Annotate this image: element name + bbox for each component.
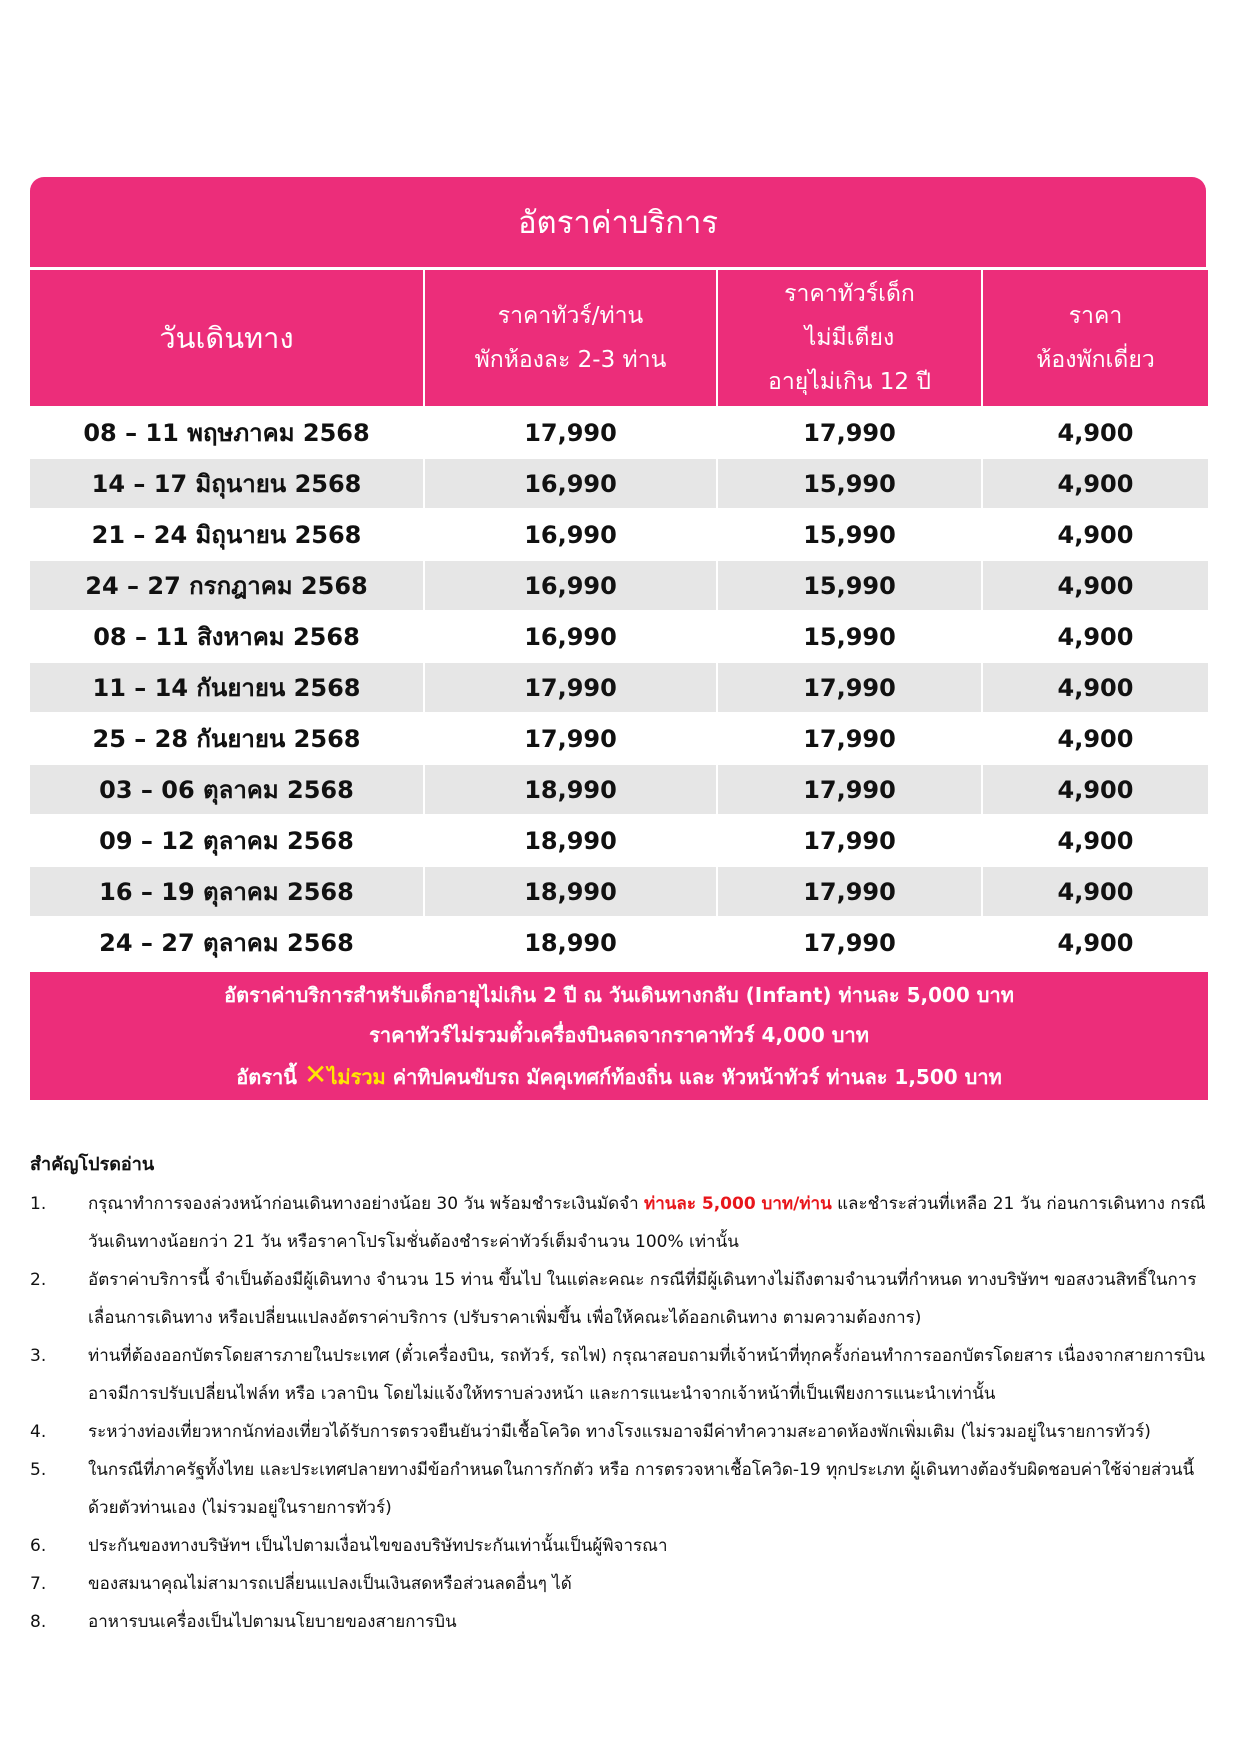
- adult-price: 18,990: [424, 917, 717, 967]
- child-price: 17,990: [717, 764, 982, 815]
- term-text: ในกรณีที่ภาครัฐทั้งไทย และประเทศปลายทางมีข้อกำหนดในการกักตัว หรือ การตรวจหาเชื้อโควิด-19 ทุกประเภท ผู้เดินทางต้องรับผิดชอบค่าใช้จ่ายส่วนนี้ด้วยตัวท่านเอง (ไม่รวมอยู่ในรายการทัวร์): [88, 1460, 1195, 1518]
- term-number: 3.: [30, 1346, 47, 1366]
- table-row: [30, 764, 1208, 815]
- header-child-price: [717, 270, 982, 407]
- term-text: ของสมนาคุณไม่สามารถเปลี่ยนแปลงเป็นเงินสดหรือส่วนลดอื่นๆ ได้: [88, 1574, 572, 1594]
- table-row: [30, 560, 1208, 611]
- travel-date: 08 – 11 พฤษภาคม 2568: [30, 407, 424, 458]
- term-number: 2.: [30, 1270, 47, 1290]
- single-room-price: 4,900: [982, 560, 1208, 611]
- travel-date: 11 – 14 กันยายน 2568: [30, 662, 424, 713]
- term-deposit-highlight: ท่านละ 5,000 บาท/ท่าน: [644, 1194, 832, 1214]
- term-text: [88, 1185, 1210, 1261]
- child-price: 15,990: [717, 560, 982, 611]
- adult-price: 18,990: [424, 815, 717, 866]
- adult-price: 16,990: [424, 611, 717, 662]
- table-row: [30, 815, 1208, 866]
- header-travel-date: [30, 270, 424, 407]
- header-row: [30, 270, 1208, 407]
- table-row: [30, 509, 1208, 560]
- single-room-price: 4,900: [982, 611, 1208, 662]
- travel-date: 03 – 06 ตุลาคม 2568: [30, 764, 424, 815]
- x-mark-icon: ✕: [303, 1057, 328, 1091]
- term-number: 6.: [30, 1536, 47, 1556]
- header-single-room: [982, 270, 1208, 407]
- term-text-part: และชำระส่วนที่เหลือ 21 วัน ก่อนการเดินทาง กรณีวันเดินทางน้อยกว่า 21 วัน หรือราคาโปรโมชั่นต้องชำระค่าทัวร์เต็มจำนวน 100% เท่านั้น: [88, 1194, 1206, 1252]
- single-room-price: 4,900: [982, 509, 1208, 560]
- list-item: [30, 1451, 1210, 1527]
- term-number: 7.: [30, 1574, 47, 1594]
- child-price: 17,990: [717, 917, 982, 967]
- child-price: 17,990: [717, 407, 982, 458]
- child-price: 15,990: [717, 611, 982, 662]
- table-row: [30, 662, 1208, 713]
- price-table-title: [30, 177, 1206, 267]
- travel-date: 14 – 17 มิถุนายน 2568: [30, 458, 424, 509]
- important-heading: สำคัญโปรดอ่าน: [30, 1154, 155, 1175]
- child-price: 17,990: [717, 713, 982, 764]
- terms-list: [30, 1185, 1210, 1641]
- child-price: 17,990: [717, 815, 982, 866]
- single-room-price: 4,900: [982, 458, 1208, 509]
- travel-date: 24 – 27 กรกฎาคม 2568: [30, 560, 424, 611]
- adult-price: 17,990: [424, 407, 717, 458]
- adult-price: 18,990: [424, 866, 717, 917]
- note-tip-suffix: ค่าทิปคนขับรถ มัคคุเทศก์ท้องถิ่น และ หัวหน้าทัวร์ ท่านละ 1,500 บาท: [392, 1064, 1002, 1089]
- table-row: [30, 458, 1208, 509]
- note-no-ticket: ราคาทัวร์ไม่รวมตั๋วเครื่องบินลดจากราคาทัวร์ 4,000 บาท: [369, 1022, 869, 1047]
- note-tip-prefix: อัตรานี้: [236, 1064, 297, 1089]
- term-number: 1.: [30, 1194, 47, 1214]
- travel-date: 21 – 24 มิถุนายน 2568: [30, 509, 424, 560]
- header-adult-price: [424, 270, 717, 407]
- table-row: [30, 917, 1208, 967]
- header-line: ราคาทัวร์เด็ก: [784, 281, 915, 307]
- price-notes: [30, 972, 1208, 1100]
- header-line: ราคาทัวร์/ท่าน: [497, 303, 644, 329]
- price-table: [30, 270, 1208, 967]
- table-row: [30, 866, 1208, 917]
- travel-date: 08 – 11 สิงหาคม 2568: [30, 611, 424, 662]
- child-price: 15,990: [717, 458, 982, 509]
- single-room-price: 4,900: [982, 917, 1208, 967]
- adult-price: 16,990: [424, 509, 717, 560]
- list-item: [30, 1185, 1210, 1261]
- term-text: ประกันของทางบริษัทฯ เป็นไปตามเงื่อนไขของบริษัทประกันเท่านั้นเป็นผู้พิจารณา: [88, 1536, 668, 1556]
- adult-price: 18,990: [424, 764, 717, 815]
- title-text: อัตราค่าบริการ: [517, 205, 719, 241]
- travel-date: 25 – 28 กันยายน 2568: [30, 713, 424, 764]
- term-number: 4.: [30, 1422, 47, 1442]
- table-row: [30, 407, 1208, 458]
- travel-date: 16 – 19 ตุลาคม 2568: [30, 866, 424, 917]
- header-line: ห้องพักเดี่ยว: [1036, 347, 1155, 373]
- term-text: อัตราค่าบริการนี้ จำเป็นต้องมีผู้เดินทาง จำนวน 15 ท่าน ขึ้นไป ในแต่ละคณะ กรณีที่มีผู้เดินทางไม่ถึงตามจำนวนที่กำหนด ทางบริษัทฯ ขอสงวนสิทธิ์ในการเลื่อนการเดินทาง หรือเปลี่ยนแปลงอัตราค่าบริการ (ปรับราคาเพิ่มขึ้น เพื่อให้คณะได้ออกเดินทาง ตามความต้องการ): [88, 1270, 1197, 1328]
- header-line: ไม่มีเตียง: [804, 325, 895, 351]
- header-line: พักห้องละ 2-3 ท่าน: [474, 347, 667, 373]
- list-item: [30, 1413, 1210, 1451]
- term-text-part: กรุณาทำการจองล่วงหน้าก่อนเดินทางอย่างน้อย 30 วัน พร้อมชำระเงินมัดจำ: [88, 1194, 639, 1214]
- single-room-price: 4,900: [982, 407, 1208, 458]
- table-row: [30, 713, 1208, 764]
- header-line: วันเดินทาง: [159, 321, 294, 355]
- list-item: [30, 1565, 1210, 1603]
- single-room-price: 4,900: [982, 866, 1208, 917]
- list-item: [30, 1603, 1210, 1641]
- header-line: ราคา: [1068, 303, 1123, 329]
- single-room-price: 4,900: [982, 815, 1208, 866]
- term-text: อาหารบนเครื่องเป็นไปตามนโยบายของสายการบิน: [88, 1612, 457, 1632]
- term-text: ระหว่างท่องเที่ยวหากนักท่องเที่ยวได้รับการตรวจยืนยันว่ามีเชื้อโควิด ทางโรงแรมอาจมีค่าทำความสะอาดห้องพักเพิ่มเติม (ไม่รวมอยู่ในรายการทัวร์): [88, 1422, 1151, 1442]
- term-number: 8.: [30, 1612, 47, 1632]
- adult-price: 16,990: [424, 458, 717, 509]
- term-number: 5.: [30, 1460, 47, 1480]
- child-price: 17,990: [717, 662, 982, 713]
- note-tip: [236, 1058, 1002, 1093]
- term-text: ท่านที่ต้องออกบัตรโดยสารภายในประเทศ (ตั๋วเครื่องบิน, รถทัวร์, รถไฟ) กรุณาสอบถามที่เจ้าหน้าที่ทุกครั้งก่อนทำการออกบัตรโดยสาร เนื่องจากสายการบินอาจมีการปรับเปลี่ยนไฟล์ท หรือ เวลาบิน โดยไม่แจ้งให้ทราบล่วงหน้า และการแนะนำจากเจ้าหน้าที่เป็นเพียงการแนะนำเท่านั้น: [88, 1346, 1205, 1404]
- adult-price: 17,990: [424, 662, 717, 713]
- list-item: [30, 1337, 1210, 1413]
- note-infant: อัตราค่าบริการสำหรับเด็กอายุไม่เกิน 2 ปี ณ วันเดินทางกลับ (Infant) ท่านละ 5,000 บาท: [224, 983, 1014, 1008]
- note-tip-highlight: ไม่รวม: [327, 1064, 386, 1089]
- travel-date: 24 – 27 ตุลาคม 2568: [30, 917, 424, 967]
- child-price: 15,990: [717, 509, 982, 560]
- table-row: [30, 611, 1208, 662]
- list-item: [30, 1527, 1210, 1565]
- travel-date: 09 – 12 ตุลาคม 2568: [30, 815, 424, 866]
- single-room-price: 4,900: [982, 662, 1208, 713]
- single-room-price: 4,900: [982, 764, 1208, 815]
- child-price: 17,990: [717, 866, 982, 917]
- single-room-price: 4,900: [982, 713, 1208, 764]
- adult-price: 16,990: [424, 560, 717, 611]
- header-line: อายุไม่เกิน 12 ปี: [768, 369, 931, 395]
- adult-price: 17,990: [424, 713, 717, 764]
- list-item: [30, 1261, 1210, 1337]
